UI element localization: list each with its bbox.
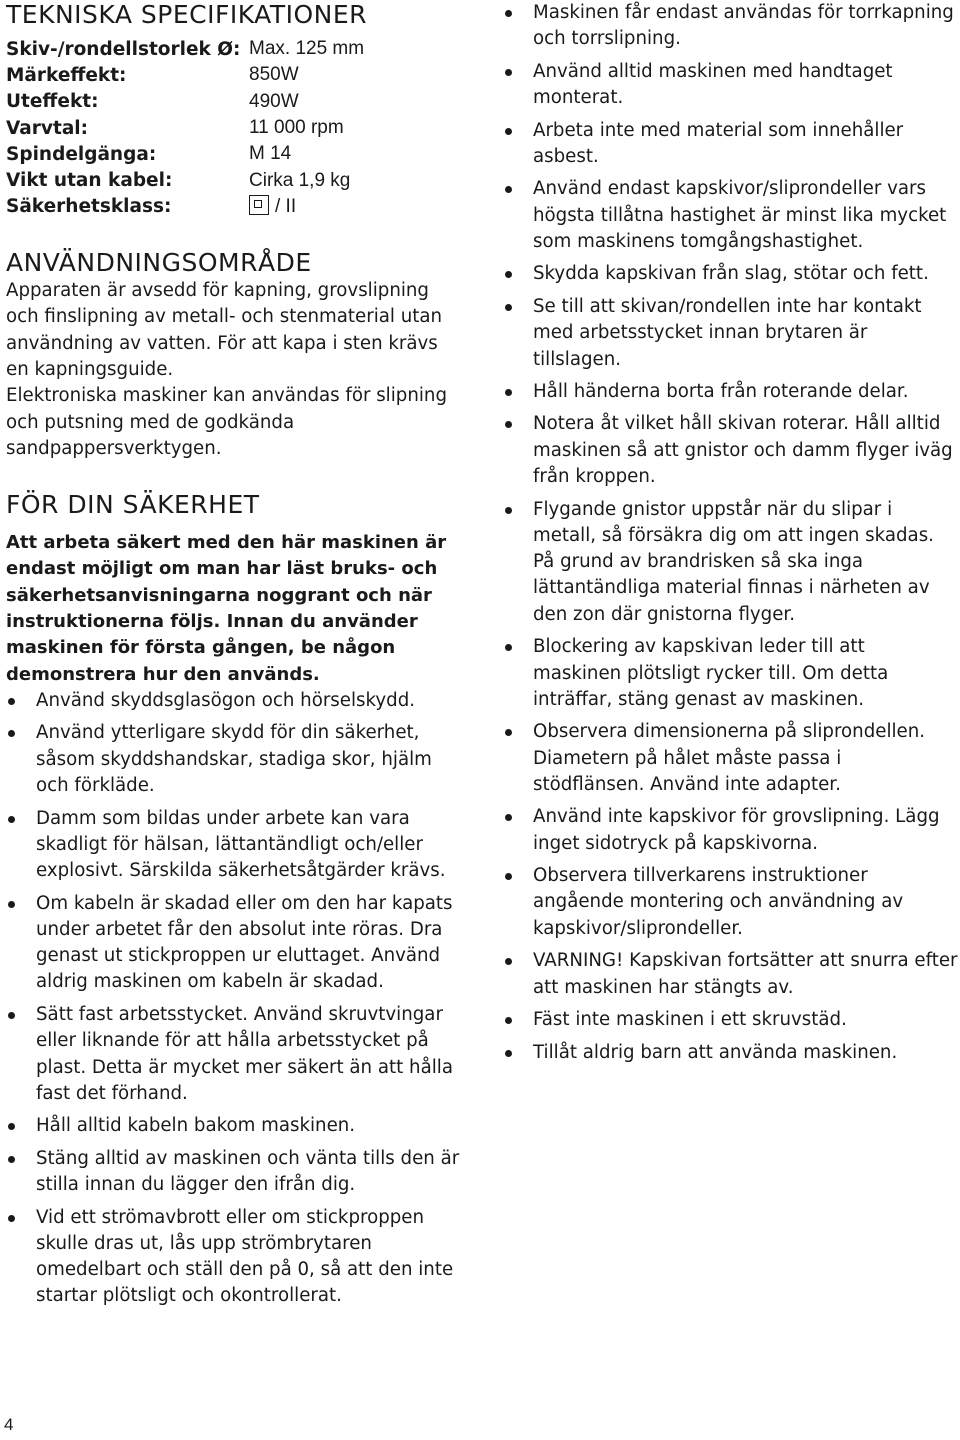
list-item: Observera dimensionerna på sliprondellen. Diametern på hålet måste passa i stödflänsen. Använd inte adapter. — [503, 719, 958, 798]
list-item: Vid ett strömavbrott eller om stickproppen skulle dras ut, lås upp strömbrytaren omedelbart och ställ den på 0, så att den inte startar plötsligt och okontrollerat. — [6, 1205, 466, 1310]
safety-intro: Att arbeta säkert med den här maskinen är endast möjligt om man har läst bruks- och säkerhetsanvisningarna noggrant och när instruktionerna följs. Innan du använder maskinen för första gången, be någon demonstrera hur den används. — [6, 532, 447, 685]
list-item: Om kabeln är skadad eller om den har kapats under arbetet får den absolut inte röras. Dra genast ut stickproppen ur eluttaget. Använd aldrig maskinen om kabeln är skadad. — [6, 891, 466, 996]
list-item: Håll alltid kabeln bakom maskinen. — [6, 1113, 466, 1139]
list-item: Notera åt vilket håll skivan roterar. Håll alltid maskinen så att gnistor och damm flyger iväg från kroppen. — [503, 411, 958, 490]
spec-label: Spindelgänga: — [6, 143, 157, 165]
list-item: Tillåt aldrig barn att använda maskinen. — [503, 1040, 958, 1066]
spec-row — [6, 194, 466, 220]
spec-row — [6, 167, 466, 193]
left-column — [6, 0, 466, 1316]
list-item: Använd alltid maskinen med handtaget monterat. — [503, 59, 958, 112]
usage-paragraph: Elektroniska maskiner kan användas för slipning och putsning med de godkända sandpappersverktygen. — [6, 385, 447, 459]
list-item: Arbeta inte med material som innehåller asbest. — [503, 118, 958, 171]
list-item: Blockering av kapskivan leder till att maskinen plötsligt rycker till. Om detta inträffar, stäng genast av maskinen. — [503, 634, 958, 713]
list-item: Håll händerna borta från roterande delar. — [503, 379, 958, 405]
specs-table — [6, 36, 466, 220]
spec-row — [6, 141, 466, 167]
list-item: Stäng alltid av maskinen och vänta tills den är stilla innan du lägger den ifrån dig. — [6, 1146, 466, 1199]
list-item: VARNING! Kapskivan fortsätter att snurra efter att maskinen har stängts av. — [503, 948, 958, 1001]
spec-row — [6, 62, 466, 88]
list-item: Flygande gnistor uppstår när du slipar i metall, så försäkra dig om att ingen skadas. På grund av brandrisken så ska inga lättantändliga material finnas i närheten av den zon där gnistorna flyger. — [503, 497, 958, 628]
spec-value: Cirka 1,9 kg — [249, 169, 351, 191]
page-number: 4 — [4, 1415, 14, 1434]
spec-label: Uteffekt: — [6, 91, 99, 113]
spec-label: Skiv-/rondellstorlek Ø: — [6, 38, 241, 60]
list-item: Maskinen får endast användas för torrkapning och torrslipning. — [503, 0, 958, 53]
spec-label: Varvtal: — [6, 117, 89, 139]
list-item: Observera tillverkarens instruktioner angående montering och användning av kapskivor/sliprondeller. — [503, 863, 958, 942]
safety-heading: FÖR DIN SÄKERHET — [6, 490, 260, 520]
spec-label: Märkeffekt: — [6, 64, 127, 86]
list-item: Damm som bildas under arbete kan vara skadligt för hälsan, lättantändligt och/eller explosivt. Särskilda säkerhetsåtgärder krävs. — [6, 806, 466, 885]
spec-value: 850W — [249, 64, 299, 86]
specs-heading: TEKNISKA SPECIFIKATIONER — [6, 0, 368, 29]
list-item: Använd endast kapskivor/sliprondeller vars högsta tillåtna hastighet är minst lika mycket som maskinens tomgångshastighet. — [503, 176, 958, 255]
list-item: Sätt fast arbetsstycket. Använd skruvtvingar eller liknande för att hålla arbetsstycket på plast. Detta är mycket mer säkert än att hålla fast det förhand. — [6, 1002, 466, 1107]
list-item: Fäst inte maskinen i ett skruvstäd. — [503, 1007, 958, 1033]
right-column — [503, 0, 958, 1072]
usage-paragraph: Apparaten är avsedd för kapning, grovslipning och finslipning av metall- och stenmaterial utan användning av vatten. För att kapa i sten krävs en kapningsguide. — [6, 280, 443, 380]
safety-section — [6, 490, 466, 1310]
spec-value-safety-class — [249, 195, 296, 218]
spec-label: Säkerhetsklass: — [6, 196, 172, 218]
list-item: Använd ytterligare skydd för din säkerhet, såsom skyddshandskar, stadiga skor, hjälm och förkläde. — [6, 720, 466, 799]
usage-section — [6, 248, 466, 462]
spec-value: 490W — [249, 90, 299, 112]
usage-heading: ANVÄNDNINGSOMRÅDE — [6, 248, 312, 278]
spec-row — [6, 36, 466, 62]
safety-list-left — [6, 688, 466, 1310]
spec-value: 11 000 rpm — [249, 117, 344, 139]
spec-value: Max. 125 mm — [249, 38, 365, 60]
spec-value: M 14 — [249, 143, 292, 165]
list-item: Använd skyddsglasögon och hörselskydd. — [6, 688, 466, 714]
spec-row — [6, 89, 466, 115]
spec-label: Vikt utan kabel: — [6, 170, 173, 192]
list-item: Skydda kapskivan från slag, stötar och fett. — [503, 261, 958, 287]
list-item: Använd inte kapskivor för grovslipning. Lägg inget sidotryck på kapskivorna. — [503, 804, 958, 857]
safety-list-right — [503, 0, 958, 1066]
list-item: Se till att skivan/rondellen inte har kontakt med arbetsstycket innan brytaren är tillslagen. — [503, 294, 958, 373]
double-insulation-icon — [249, 195, 269, 215]
spec-row — [6, 115, 466, 141]
safety-class-text: / II — [275, 196, 297, 218]
